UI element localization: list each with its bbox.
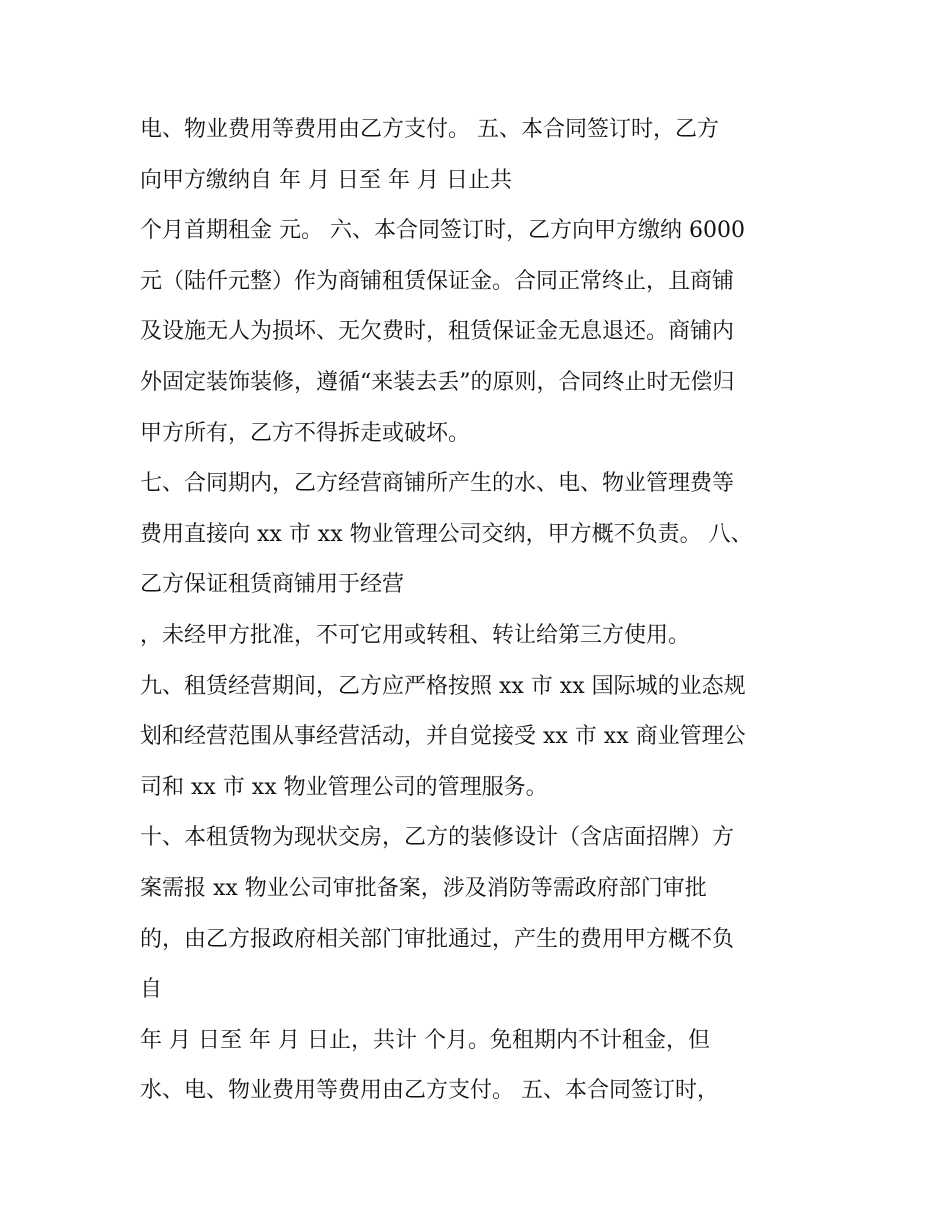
- text-line-16: 案需报 xx 物业公司审批备案，涉及消防等需政府部门审批: [140, 875, 707, 901]
- text-line-8: 七、合同期内，乙方经营商铺所产生的水、电、物业管理费等: [140, 471, 735, 497]
- text-line-3: 个月首期租金 元。 六、本合同签订时，乙方向甲方缴纳 6000: [140, 218, 745, 244]
- text-line-14: 司和 xx 市 xx 物业管理公司的管理服务。: [140, 774, 548, 800]
- text-line-9: 费用直接向 xx 市 xx 物业管理公司交纳，甲方概不负责。 八、: [140, 521, 753, 547]
- text-line-12: 九、租赁经营期间，乙方应严格按照 xx 市 xx 国际城的业态规: [140, 673, 746, 699]
- text-line-7: 甲方所有，乙方不得拆走或破坏。: [140, 420, 471, 446]
- text-line-13: 划和经营范围从事经营活动，并自觉接受 xx 市 xx 商业管理公: [140, 724, 746, 750]
- text-line-18: 自: [140, 977, 163, 1003]
- text-line-11: ，未经甲方批准，不可它用或转租、转让给第三方使用。: [140, 622, 691, 648]
- text-line-6: 外固定装饰装修，遵循“来装去丢”的原则，合同终止时无偿归: [140, 369, 735, 395]
- text-line-1: 电、物业费用等费用由乙方支付。 五、本合同签订时，乙方: [140, 117, 719, 142]
- text-line-19: 年 月 日至 年 月 日止，共计 个月。免租期内不计租金，但: [140, 1027, 710, 1053]
- text-line-20: 水、电、物业费用等费用由乙方支付。 五、本合同签订时，: [140, 1078, 719, 1104]
- text-line-2: 向甲方缴纳自 年 月 日至 年 月 日止共: [140, 167, 512, 193]
- text-line-15: 十、本租赁物为现状交房，乙方的装修设计（含店面招牌）方: [140, 825, 735, 851]
- text-line-5: 及设施无人为损坏、无欠费时，租赁保证金无息退还。商铺内: [140, 319, 735, 345]
- text-line-4: 元（陆仟元整）作为商铺租赁保证金。合同正常终止，且商铺: [140, 268, 735, 294]
- text-line-17: 的，由乙方报政府相关部门审批通过，产生的费用甲方概不负: [140, 926, 735, 952]
- text-line-10: 乙方保证租赁商铺用于经营: [140, 572, 405, 598]
- contract-body-text: [140, 105, 820, 1117]
